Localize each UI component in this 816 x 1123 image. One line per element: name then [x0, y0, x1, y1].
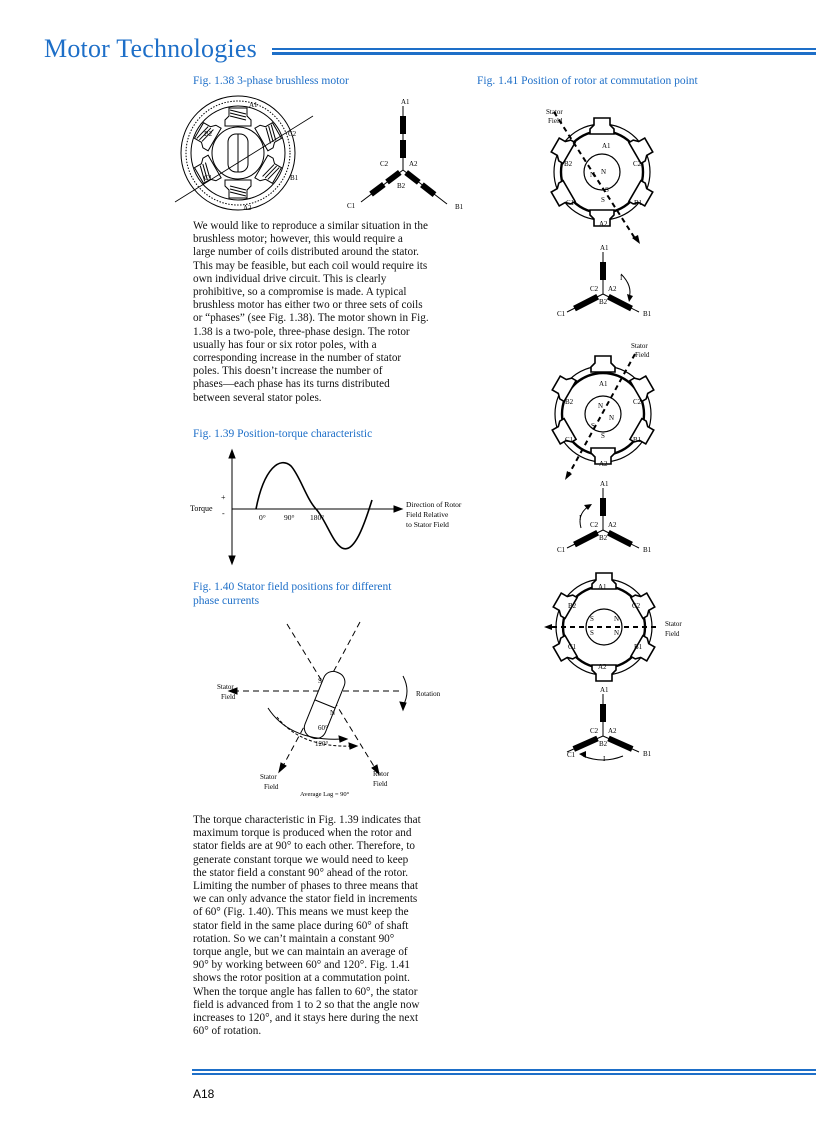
m3-label-s2: S [590, 629, 594, 637]
m2-label-a2: A2 [599, 460, 608, 468]
label-rotor: Rotor [373, 770, 389, 778]
m3-label-n: N [614, 615, 620, 623]
text-line: the stator field a constant 90° ahead of the rotor. [193, 866, 409, 879]
m3-label-s: S [590, 615, 594, 623]
w1-label-c2: C2 [590, 285, 599, 293]
text-line: or “phases” (see Fig. 1.38). The motor shown in Fig. [193, 312, 429, 325]
m3-label-c1: C1 [568, 643, 577, 651]
fig-141-wye-3 [557, 684, 667, 766]
fig-140-stator-field-diagram [205, 618, 465, 803]
body-paragraph-1 [193, 220, 468, 405]
rotor-label-s: S [318, 677, 322, 685]
fig-141-caption: Fig. 1.41 Position of rotor at commutation point [477, 75, 698, 87]
label-rotor-field: Field [373, 780, 388, 788]
label-a1: A1 [249, 101, 258, 109]
w3-label-i: I [603, 755, 606, 763]
text-line: 60° of rotation. [193, 1025, 262, 1038]
fig-139-caption: Fig. 1.39 Position-torque characteristic [193, 428, 373, 440]
m2-label-stator: Stator [631, 342, 648, 350]
text-line: When the torque angle has fallen to 60°, the stator [193, 985, 418, 998]
m2-label-s: S [591, 422, 595, 430]
fig-141-wye-1 [557, 242, 667, 322]
m1-label-s2: S [601, 196, 605, 204]
w1-label-b1: B1 [643, 310, 652, 318]
text-line: brushless motor; however, this would require a [193, 233, 403, 246]
w2-label-b1: B1 [643, 546, 652, 554]
m1-label-field: Field [548, 117, 563, 125]
fig-140-caption-line-2: phase currents [193, 595, 260, 607]
label-field-bottom: Field [264, 783, 279, 791]
footer-rule [192, 1069, 816, 1075]
w2-label-a1: A1 [600, 480, 609, 488]
fig-138-motor-diagram [167, 94, 317, 214]
m2-label-c1: C1 [565, 436, 574, 444]
text-line: 1.38 is a two-pole, three-phase design. The rotor [193, 325, 410, 338]
label-direction-1: Direction of Rotor [406, 500, 462, 509]
label-stator-bottom: Stator [260, 773, 277, 781]
label-stator-left: Stator [217, 683, 234, 691]
label-c2: C2 [288, 130, 297, 138]
w3-label-c2: C2 [590, 727, 599, 735]
text-line: torque angle, but we can maintain an average of [193, 946, 408, 959]
text-line: 90° by working between 60° and 120°. Fig. 1.41 [193, 959, 410, 972]
text-line: corresponding increase in the number of stator [193, 352, 402, 365]
m1-label-n2: N [601, 168, 607, 176]
fig-140-caption [193, 580, 391, 608]
text-line: between several stator poles. [193, 391, 322, 404]
m2-label-c2: C2 [633, 398, 642, 406]
label-c1: C1 [204, 174, 213, 182]
m3-label-b1: B1 [634, 643, 643, 651]
w2-label-c1: C1 [557, 546, 566, 554]
m3-label-a1: A1 [598, 583, 607, 591]
m3-label-field: Field [665, 630, 680, 638]
m1-label-b2: B2 [564, 160, 573, 168]
text-line: brushless motor has either two or three sets of coils [193, 299, 423, 312]
text-line: usually has four or six rotor poles, with a [193, 338, 377, 351]
wye-label-a2: A2 [409, 160, 418, 168]
text-line: This may be feasible, but each coil would require its [193, 259, 428, 272]
w1-label-i: I [620, 274, 623, 282]
m3-label-c2: C2 [632, 602, 641, 610]
wye-label-c1: C1 [347, 202, 356, 210]
w2-label-i: I [579, 514, 582, 522]
w3-label-b2: B2 [599, 740, 608, 748]
w3-label-a1: A1 [600, 686, 609, 694]
wye-label-b1: B1 [455, 203, 464, 211]
text-line: stator fields are at 90° to each other. Therefore, to [193, 840, 416, 853]
label-direction-2: Field Relative [406, 510, 449, 519]
page-title: Motor Technologies [44, 34, 257, 63]
w3-label-c1: C1 [567, 751, 576, 759]
m1-label-a2: A2 [599, 220, 608, 228]
label-0deg: 0° [259, 513, 266, 522]
m2-label-b2: B2 [565, 398, 574, 406]
text-line: field is advanced from 1 to 2 so that the angle now [193, 998, 420, 1011]
fig-139-torque-chart [188, 448, 488, 573]
label-rotation: Rotation [416, 690, 441, 698]
coil-a-lower [400, 140, 406, 158]
wye-label-b2: B2 [397, 182, 406, 190]
w1-label-b2: B2 [599, 298, 608, 306]
m1-label-n: N [590, 171, 596, 179]
w1-label-c1: C1 [557, 310, 566, 318]
text-line: large number of coils distributed around the stator. [193, 246, 419, 259]
fig-141-motor-2 [545, 342, 675, 482]
label-120deg: 120° [315, 740, 329, 748]
m3-label-b2: B2 [568, 602, 577, 610]
m3-label-a2: A2 [598, 663, 607, 671]
m1-label-c1: C1 [566, 199, 575, 207]
w1-label-a1: A1 [600, 244, 609, 252]
label-torque: Torque [190, 504, 213, 513]
label-b1: B1 [290, 174, 299, 182]
fig-141-wye-2 [557, 478, 667, 558]
label-60deg: 60° [318, 724, 328, 732]
m2-label-b1: B1 [633, 436, 642, 444]
m1-label-a1: A1 [602, 142, 611, 150]
text-line: maximum torque is produced when the rotor and [193, 827, 412, 840]
wye-label-c2: C2 [380, 160, 389, 168]
w2-label-a2: A2 [608, 521, 617, 529]
label-180deg: 180° [310, 513, 325, 522]
label-b2: B2 [204, 130, 213, 138]
label-minus: - [222, 509, 225, 518]
w1-label-a2: A2 [608, 285, 617, 293]
fig-141-motor-3 [540, 575, 720, 685]
m1-label-s: S [605, 186, 609, 194]
m1-label-b1: B1 [634, 199, 643, 207]
body-paragraph-2 [193, 814, 468, 1038]
label-90deg: 90° [284, 513, 295, 522]
m1-label-stator: Stator [546, 108, 563, 116]
label-plus: + [221, 493, 226, 502]
w2-label-c2: C2 [590, 521, 599, 529]
label-a2: A2 [243, 204, 252, 212]
m2-label-n: N [598, 402, 604, 410]
m2-label-s2: S [601, 432, 605, 440]
text-line: The torque characteristic in Fig. 1.39 indicates that [193, 814, 421, 826]
text-line: we can only advance the stator field in increments [193, 893, 418, 906]
label-direction-3: to Stator Field [406, 520, 449, 529]
w2-label-b2: B2 [599, 534, 608, 542]
text-line: generate constant torque we would need to keep [193, 853, 409, 866]
fig-140-caption-line-1: Fig. 1.40 Stator field positions for different [193, 581, 392, 593]
text-line: shows the rotor position at a commutation point. [193, 972, 410, 985]
fig-141-motor-1 [538, 108, 668, 248]
text-line: of 60° (Fig. 1.40). This means we must keep the [193, 906, 409, 919]
coil-a [400, 116, 406, 134]
text-line: rotation. So we can’t maintain a constant 90° [193, 932, 395, 945]
text-line: prohibitive, so a compromise is made. A typical [193, 286, 407, 299]
label-average-lag: Average Lag = 90° [300, 791, 350, 798]
header-rule [272, 48, 816, 55]
page-number: A18 [193, 1087, 215, 1101]
m3-label-n2: N [614, 629, 620, 637]
text-line: phases—each phase has its turns distributed [193, 378, 390, 391]
wye-label-a1: A1 [401, 98, 410, 106]
w3-label-a2: A2 [608, 727, 617, 735]
text-line: stator field in the same place during 60° of shaft [193, 919, 409, 932]
m1-label-c2: C2 [633, 160, 642, 168]
text-line: own individual drive circuit. This is clearly [193, 272, 387, 285]
text-line: We would like to reproduce a similar situation in the [193, 220, 428, 232]
m2-label-n2: N [609, 414, 615, 422]
fig-138-caption: Fig. 1.38 3-phase brushless motor [193, 75, 349, 87]
text-line: poles. This doesn’t increase the number of [193, 365, 383, 378]
text-line: increases to 120°, and it stays here during the next [193, 1012, 419, 1025]
m3-label-stator: Stator [665, 620, 682, 628]
text-line: Limiting the number of phases to three means that [193, 880, 418, 893]
label-field-left: Field [221, 693, 236, 701]
m2-label-a1: A1 [599, 380, 608, 388]
rotor-label-n: N [330, 709, 336, 717]
fig-138-wye-schematic [347, 94, 467, 214]
m2-label-field: Field [635, 351, 650, 359]
w3-label-b1: B1 [643, 750, 652, 758]
